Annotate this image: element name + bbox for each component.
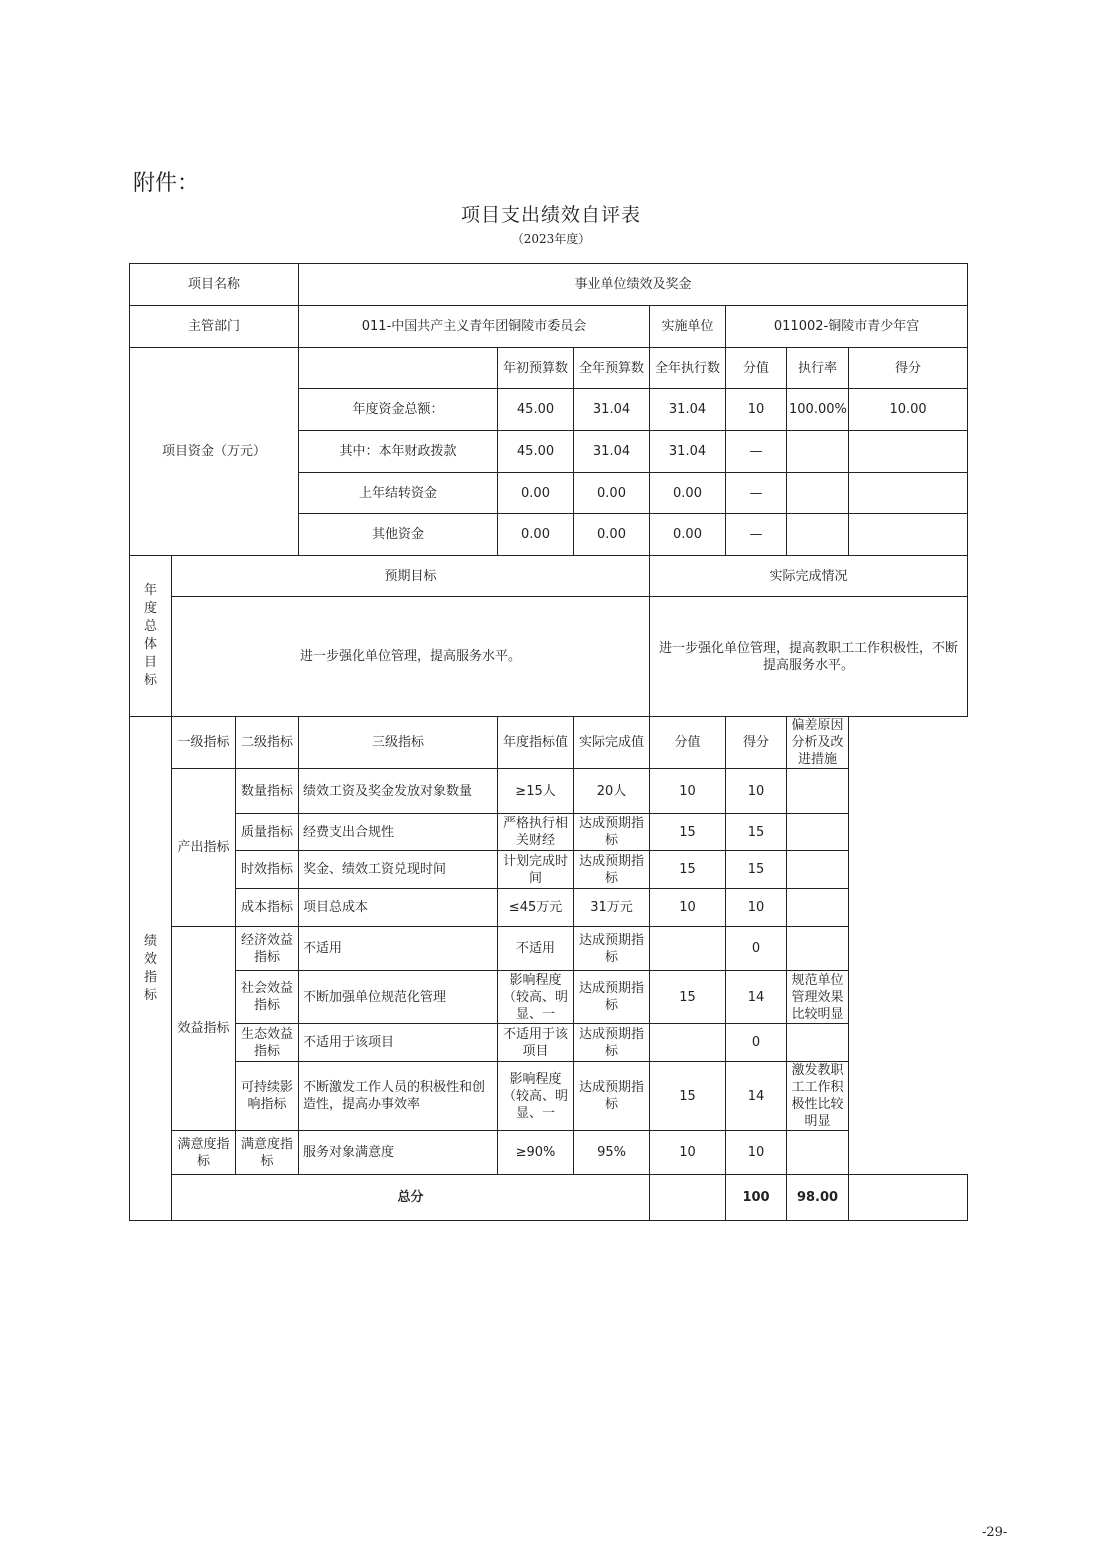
perf-label: 绩效指标 xyxy=(130,717,172,1221)
funds-row-budget: 0.00 xyxy=(574,514,650,556)
perf-score: 14 xyxy=(726,1062,787,1131)
perf-actual: 20人 xyxy=(574,769,650,814)
perf-header-target: 年度指标值 xyxy=(498,717,574,769)
funds-header-annual-budget: 全年预算数 xyxy=(574,348,650,389)
funds-row-label: 年度资金总额： xyxy=(299,389,498,431)
perf-deviation xyxy=(787,927,849,971)
perf-deviation xyxy=(787,1024,849,1062)
perf-score-value xyxy=(650,927,726,971)
funds-row-initial: 0.00 xyxy=(498,473,574,514)
perf-score: 0 xyxy=(726,927,787,971)
perf-level3: 奖金、绩效工资兑现时间 xyxy=(299,851,498,889)
dept-value: 011-中国共产主义青年团铜陵市委员会 xyxy=(299,306,650,348)
funds-label: 项目资金（万元） xyxy=(130,348,299,556)
total-label: 总分 xyxy=(172,1175,650,1221)
perf-actual: 达成预期指标 xyxy=(574,927,650,971)
funds-row-exec-rate xyxy=(787,473,849,514)
perf-row xyxy=(130,769,968,814)
funds-row-budget: 31.04 xyxy=(574,389,650,431)
funds-header-score: 得分 xyxy=(849,348,968,389)
document-year: （2023年度） xyxy=(511,232,591,246)
impl-unit-label: 实施单位 xyxy=(650,306,726,348)
attachment-label: 附件： xyxy=(133,171,200,196)
impl-unit-value: 011002-铜陵市青少年宫 xyxy=(726,306,968,348)
perf-header-score: 得分 xyxy=(726,717,787,769)
perf-row xyxy=(130,971,968,1024)
funds-row-label: 其他资金 xyxy=(299,514,498,556)
perf-score: 10 xyxy=(726,1131,787,1175)
perf-score-value: 15 xyxy=(650,1062,726,1131)
perf-target: 计划完成时间 xyxy=(498,851,574,889)
perf-level3: 不适用 xyxy=(299,927,498,971)
project-name-row xyxy=(130,264,968,306)
perf-row xyxy=(130,1062,968,1131)
funds-header-score-value: 分值 xyxy=(726,348,787,389)
funds-row-executed: 0.00 xyxy=(650,473,726,514)
total-score: 98.00 xyxy=(787,1175,849,1221)
perf-row xyxy=(130,1131,968,1175)
perf-score: 15 xyxy=(726,851,787,889)
perf-deviation xyxy=(787,889,849,927)
perf-level3: 不断加强单位规范化管理 xyxy=(299,971,498,1024)
funds-header-blank xyxy=(299,348,498,389)
page-number: -29- xyxy=(982,1525,1008,1540)
goal-expected-header: 预期目标 xyxy=(172,556,650,597)
perf-deviation: 激发教职工工作积极性比较明显 xyxy=(787,1062,849,1131)
perf-level3: 项目总成本 xyxy=(299,889,498,927)
funds-row-score-value: — xyxy=(726,473,787,514)
perf-level2: 满意度指标 xyxy=(236,1131,299,1175)
goal-actual-text: 进一步强化单位管理，提高教职工工作积极性，不断提高服务水平。 xyxy=(650,597,968,717)
perf-level2: 社会效益指标 xyxy=(236,971,299,1024)
perf-group-benefit: 效益指标 xyxy=(172,927,236,1131)
perf-score-value xyxy=(650,1024,726,1062)
perf-level2: 经济效益指标 xyxy=(236,927,299,971)
perf-target: ≤45万元 xyxy=(498,889,574,927)
perf-deviation: 规范单位管理效果比较明显 xyxy=(787,971,849,1024)
funds-row-score xyxy=(849,473,968,514)
perf-target: 影响程度（较高、明显、一 xyxy=(498,971,574,1024)
perf-level3: 经费支出合规性 xyxy=(299,814,498,851)
perf-score-value: 10 xyxy=(650,889,726,927)
perf-header-level2: 二级指标 xyxy=(236,717,299,769)
total-deviation-blank xyxy=(849,1175,968,1221)
perf-target: 影响程度（较高、明显、一 xyxy=(498,1062,574,1131)
perf-header-level1: 一级指标 xyxy=(172,717,236,769)
funds-row-exec-rate xyxy=(787,431,849,473)
funds-row-executed: 31.04 xyxy=(650,431,726,473)
perf-target: 严格执行相关财经 xyxy=(498,814,574,851)
perf-actual: 达成预期指标 xyxy=(574,971,650,1024)
perf-score: 0 xyxy=(726,1024,787,1062)
perf-row xyxy=(130,927,968,971)
perf-target: ≥15人 xyxy=(498,769,574,814)
goal-content-row xyxy=(130,597,968,717)
funds-row-executed: 0.00 xyxy=(650,514,726,556)
perf-level2: 数量指标 xyxy=(236,769,299,814)
funds-row-label: 其中：本年财政拨款 xyxy=(299,431,498,473)
funds-row-score: 10.00 xyxy=(849,389,968,431)
dept-label: 主管部门 xyxy=(130,306,299,348)
funds-row-score-value: 10 xyxy=(726,389,787,431)
perf-score-value: 10 xyxy=(650,769,726,814)
perf-score: 14 xyxy=(726,971,787,1024)
perf-score: 10 xyxy=(726,769,787,814)
perf-deviation xyxy=(787,851,849,889)
perf-level3: 不断激发工作人员的积极性和创造性，提高办事效率 xyxy=(299,1062,498,1131)
performance-table xyxy=(129,263,968,1221)
funds-row-budget: 31.04 xyxy=(574,431,650,473)
perf-level3: 服务对象满意度 xyxy=(299,1131,498,1175)
funds-row-initial: 0.00 xyxy=(498,514,574,556)
funds-row-score xyxy=(849,431,968,473)
funds-header-executed: 全年执行数 xyxy=(650,348,726,389)
total-score-value: 100 xyxy=(726,1175,787,1221)
funds-row-score-value: — xyxy=(726,514,787,556)
funds-row-score xyxy=(849,514,968,556)
perf-target: 不适用 xyxy=(498,927,574,971)
goal-expected-text: 进一步强化单位管理，提高服务水平。 xyxy=(172,597,650,717)
perf-actual: 达成预期指标 xyxy=(574,1062,650,1131)
perf-level3: 绩效工资及奖金发放对象数量 xyxy=(299,769,498,814)
perf-target: 不适用于该项目 xyxy=(498,1024,574,1062)
perf-level2: 成本指标 xyxy=(236,889,299,927)
perf-actual: 达成预期指标 xyxy=(574,814,650,851)
total-row xyxy=(130,1175,968,1221)
perf-row xyxy=(130,889,968,927)
perf-target: ≥90% xyxy=(498,1131,574,1175)
perf-score: 10 xyxy=(726,889,787,927)
document-title: 项目支出绩效自评表 xyxy=(460,204,641,226)
perf-row xyxy=(130,1024,968,1062)
perf-group-output: 产出指标 xyxy=(172,769,236,927)
goal-label: 年度总体目标 xyxy=(130,556,172,717)
perf-header-level3: 三级指标 xyxy=(299,717,498,769)
perf-actual: 达成预期指标 xyxy=(574,1024,650,1062)
funds-row-label: 上年结转资金 xyxy=(299,473,498,514)
perf-score: 15 xyxy=(726,814,787,851)
perf-group-satisfaction: 满意度指标 xyxy=(172,1131,236,1175)
perf-deviation xyxy=(787,769,849,814)
funds-header-exec-rate: 执行率 xyxy=(787,348,849,389)
perf-level2: 质量指标 xyxy=(236,814,299,851)
perf-level3: 不适用于该项目 xyxy=(299,1024,498,1062)
perf-level2: 时效指标 xyxy=(236,851,299,889)
funds-row-executed: 31.04 xyxy=(650,389,726,431)
perf-score-value: 15 xyxy=(650,971,726,1024)
dept-row xyxy=(130,306,968,348)
perf-header-deviation: 偏差原因分析及改进措施 xyxy=(787,717,849,769)
project-name-label: 项目名称 xyxy=(130,264,299,306)
perf-actual: 31万元 xyxy=(574,889,650,927)
funds-header-initial-budget: 年初预算数 xyxy=(498,348,574,389)
perf-header-actual: 实际完成值 xyxy=(574,717,650,769)
funds-header-row xyxy=(130,348,968,389)
perf-header-row xyxy=(130,717,968,769)
perf-score-value: 10 xyxy=(650,1131,726,1175)
total-blank xyxy=(650,1175,726,1221)
goal-actual-header: 实际完成情况 xyxy=(650,556,968,597)
funds-row-exec-rate xyxy=(787,514,849,556)
perf-row xyxy=(130,814,968,851)
funds-row-score-value: — xyxy=(726,431,787,473)
perf-actual: 达成预期指标 xyxy=(574,851,650,889)
funds-row-exec-rate: 100.00% xyxy=(787,389,849,431)
perf-level2: 生态效益指标 xyxy=(236,1024,299,1062)
perf-level2: 可持续影响指标 xyxy=(236,1062,299,1131)
funds-row-budget: 0.00 xyxy=(574,473,650,514)
perf-header-score-value: 分值 xyxy=(650,717,726,769)
perf-actual: 95% xyxy=(574,1131,650,1175)
funds-row-initial: 45.00 xyxy=(498,389,574,431)
perf-score-value: 15 xyxy=(650,851,726,889)
perf-deviation xyxy=(787,814,849,851)
goal-header-row xyxy=(130,556,968,597)
project-name-value: 事业单位绩效及奖金 xyxy=(299,264,968,306)
perf-deviation xyxy=(787,1131,849,1175)
perf-row xyxy=(130,851,968,889)
perf-score-value: 15 xyxy=(650,814,726,851)
funds-row-initial: 45.00 xyxy=(498,431,574,473)
